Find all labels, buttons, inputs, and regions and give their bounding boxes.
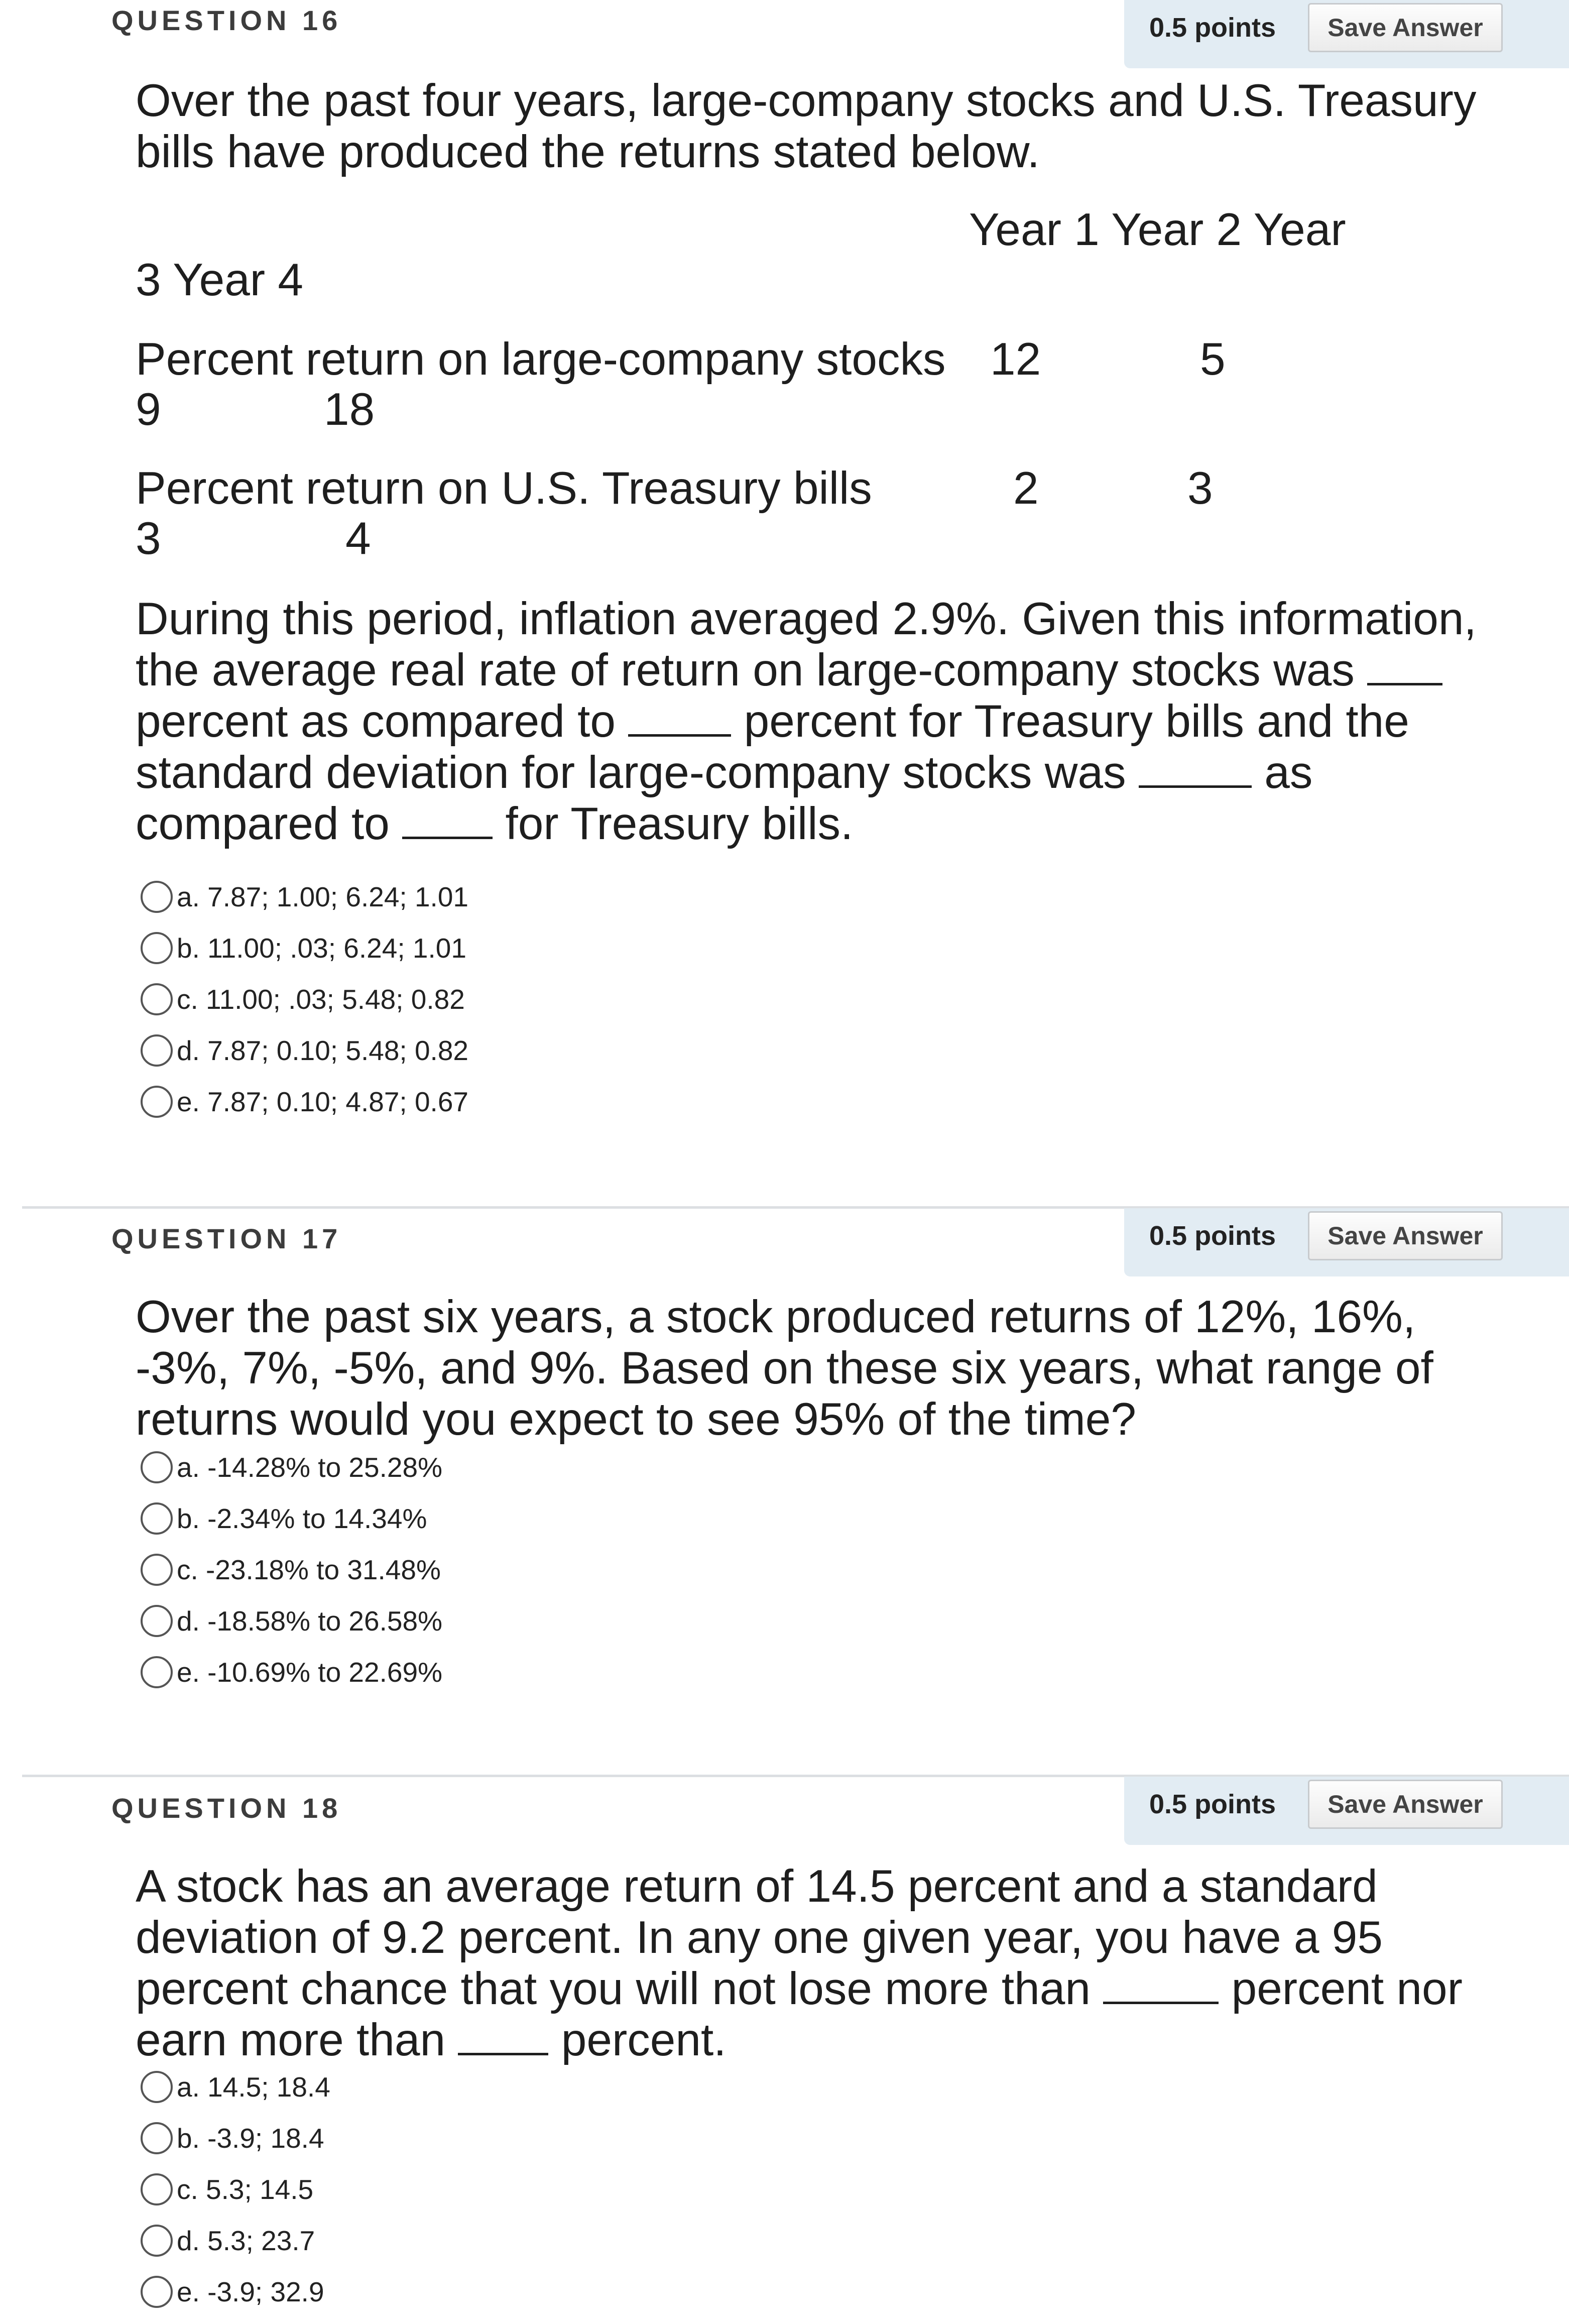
question-label: QUESTION 16: [111, 5, 342, 36]
radio-button[interactable]: [141, 2071, 173, 2103]
choice-label: b. -2.34% to 14.34%: [177, 1503, 427, 1534]
stocks-year3: 9: [136, 384, 161, 435]
choice-label: b. 11.00; .03; 6.24; 1.01: [177, 933, 466, 964]
choice-label: a. 7.87; 1.00; 6.24; 1.01: [177, 881, 469, 912]
radio-button[interactable]: [141, 1502, 173, 1535]
choice-label: c. 11.00; .03; 5.48; 0.82: [177, 984, 465, 1015]
row-label-tbills: Percent return on U.S. Treasury bills: [136, 463, 872, 514]
choice-label: a. 14.5; 18.4: [177, 2071, 330, 2103]
choice-label: d. -18.58% to 26.58%: [177, 1605, 442, 1637]
radio-button[interactable]: [141, 1656, 173, 1688]
question-line: [136, 696, 1409, 747]
choice-label: e. -3.9; 32.9: [177, 2276, 324, 2307]
question-text: percent nor: [1231, 1963, 1463, 2014]
question-text: percent for Treasury bills and the: [744, 696, 1409, 747]
answer-choice[interactable]: [141, 1550, 441, 1590]
answer-blank: [1139, 749, 1252, 788]
answer-blank: [628, 698, 731, 737]
question-text: for Treasury bills.: [505, 798, 854, 849]
radio-button[interactable]: [141, 1086, 173, 1118]
save-answer-button[interactable]: Save Answer: [1308, 1211, 1503, 1260]
answer-choice[interactable]: [141, 1652, 442, 1692]
radio-button[interactable]: [141, 932, 173, 964]
question-label: QUESTION 17: [111, 1223, 342, 1254]
question-line: returns would you expect to see 95% of the time?: [136, 1394, 1137, 1445]
row-label-stocks: Percent return on large-company stocks: [136, 334, 946, 385]
points-panel: [1124, 1208, 1569, 1276]
table-header-line2: 3 Year 4: [136, 255, 304, 305]
radio-button[interactable]: [141, 881, 173, 913]
question-line: [136, 798, 853, 850]
answer-blank: [1103, 1965, 1219, 2004]
answer-choice[interactable]: [141, 2118, 324, 2158]
question-text: standard deviation for large-company stocks was: [136, 747, 1126, 798]
radio-button[interactable]: [141, 2173, 173, 2205]
points-value: 0.5 points: [1149, 1221, 1276, 1251]
question-text: compared to: [136, 798, 390, 849]
tbills-year2: 3: [1187, 463, 1213, 514]
answer-choice[interactable]: [141, 2169, 313, 2210]
answer-choice[interactable]: [141, 2221, 315, 2261]
choice-label: a. -14.28% to 25.28%: [177, 1452, 442, 1483]
choice-label: e. 7.87; 0.10; 4.87; 0.67: [177, 1086, 469, 1117]
question-label: QUESTION 18: [111, 1792, 342, 1824]
choice-label: c. -23.18% to 31.48%: [177, 1554, 441, 1585]
radio-button[interactable]: [141, 1554, 173, 1586]
radio-button[interactable]: [141, 1034, 173, 1067]
table-header-line1: Year 1 Year 2 Year: [969, 204, 1346, 255]
radio-button[interactable]: [141, 983, 173, 1015]
answer-choice[interactable]: [141, 979, 465, 1019]
stem-text: Over the past four years, large-company stocks and U.S. Treasury bills have produced the returns stated below.: [136, 75, 1477, 177]
radio-button[interactable]: [141, 2122, 173, 2154]
answer-choice[interactable]: [141, 2272, 324, 2312]
choice-label: b. -3.9; 18.4: [177, 2123, 324, 2154]
save-answer-button[interactable]: Save Answer: [1308, 3, 1503, 52]
choice-label: e. -10.69% to 22.69%: [177, 1657, 442, 1688]
radio-button[interactable]: [141, 1451, 173, 1483]
answer-choice[interactable]: [141, 1498, 427, 1539]
stocks-year2: 5: [1200, 334, 1226, 385]
tbills-year3: 3: [136, 513, 161, 564]
tbills-year1: 2: [1013, 463, 1039, 514]
question-line: During this period, inflation averaged 2.9%. Given this information,: [136, 594, 1477, 644]
question-line: Over the past six years, a stock produced returns of 12%, 16%,: [136, 1292, 1416, 1342]
choice-label: c. 5.3; 14.5: [177, 2174, 314, 2205]
answer-choice[interactable]: [141, 1447, 442, 1487]
question-text: percent chance that you will not lose more than: [136, 1963, 1091, 2014]
question-text: earn more than: [136, 2015, 446, 2065]
answer-choice[interactable]: [141, 1601, 442, 1641]
question-line: [136, 1963, 1463, 2015]
radio-button[interactable]: [141, 2225, 173, 2257]
points-value: 0.5 points: [1149, 13, 1276, 43]
stocks-year1: 12: [990, 334, 1041, 385]
tbills-year4: 4: [345, 513, 371, 564]
question-line: [136, 2015, 727, 2066]
stocks-year4: 18: [324, 384, 375, 435]
question-stem: [136, 75, 1481, 178]
radio-button[interactable]: [141, 1605, 173, 1637]
question-text: percent.: [561, 2015, 727, 2065]
answer-choice[interactable]: [141, 2067, 330, 2107]
question-text: as: [1264, 747, 1313, 798]
question-line: deviation of 9.2 percent. In any one given year, you have a 95: [136, 1912, 1383, 1963]
question-line: [136, 645, 1442, 696]
points-panel: [1124, 0, 1569, 68]
answer-choice[interactable]: [141, 928, 466, 968]
choice-label: d. 5.3; 23.7: [177, 2225, 315, 2256]
answer-blank: [1367, 646, 1442, 685]
question-line: -3%, 7%, -5%, and 9%. Based on these six years, what range of: [136, 1343, 1433, 1393]
choice-label: d. 7.87; 0.10; 5.48; 0.82: [177, 1035, 469, 1066]
question-text: percent as compared to: [136, 696, 616, 747]
question-text: the average real rate of return on large-company stocks was: [136, 645, 1355, 695]
answer-choice[interactable]: [141, 1030, 468, 1071]
answer-blank: [458, 2016, 548, 2055]
save-answer-button[interactable]: Save Answer: [1308, 1780, 1503, 1829]
answer-choice[interactable]: [141, 1082, 468, 1122]
points-value: 0.5 points: [1149, 1789, 1276, 1819]
question-line: [136, 747, 1312, 798]
points-panel: [1124, 1777, 1569, 1845]
radio-button[interactable]: [141, 2276, 173, 2308]
question-line: A stock has an average return of 14.5 percent and a standard: [136, 1861, 1378, 1912]
answer-choice[interactable]: [141, 877, 468, 917]
answer-blank: [402, 800, 493, 839]
